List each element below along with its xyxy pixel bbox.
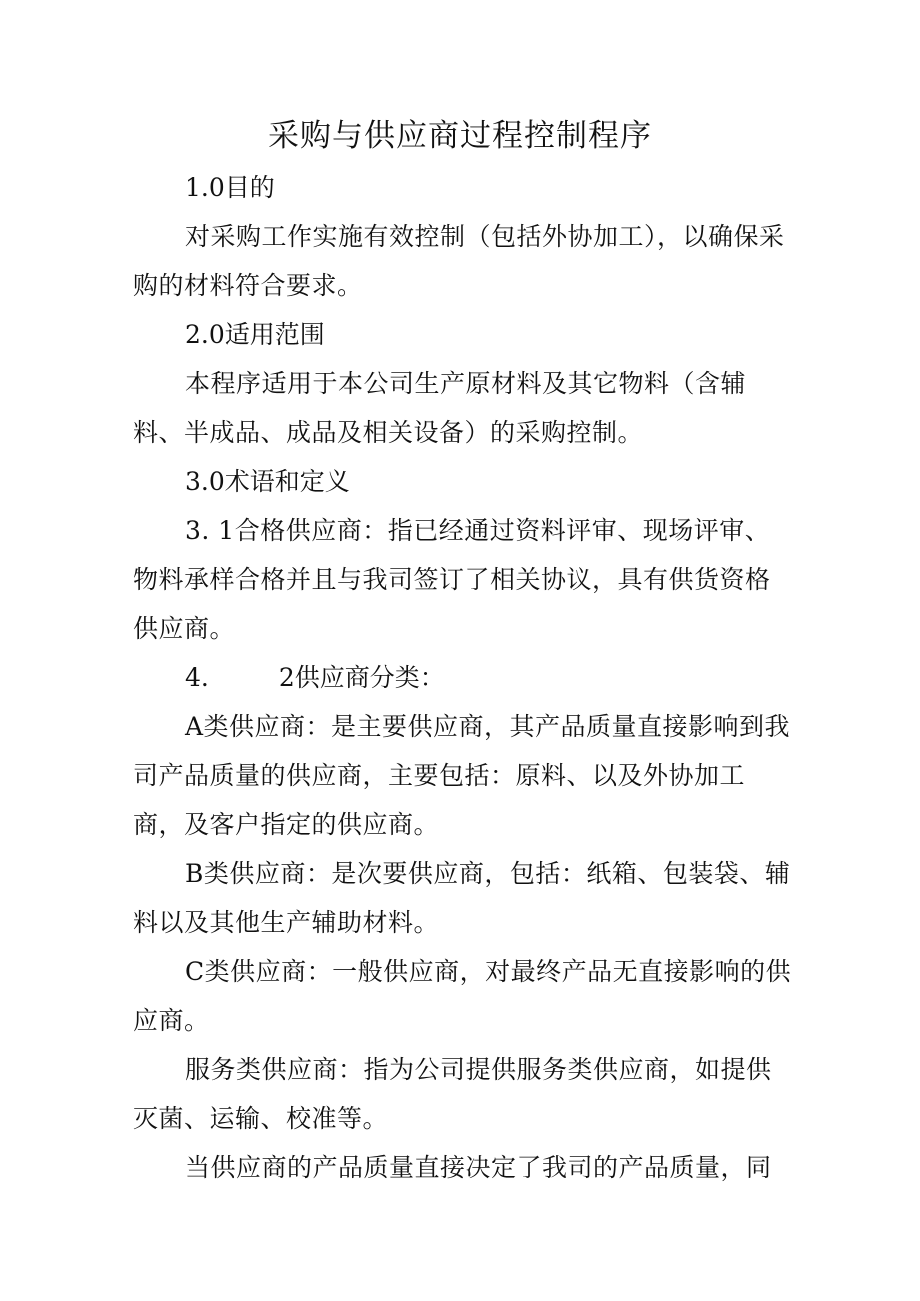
- section-heading-classification: [133, 653, 793, 702]
- paragraph-class-c: C类供应商：一般供应商，对最终产品无直接影响的供应商。: [133, 957, 792, 1035]
- section-heading-text: 2供应商分类：: [278, 663, 445, 692]
- section-heading-purpose: 1.0目的: [185, 173, 275, 202]
- paragraph-purpose: 对采购工作实施有效控制（包括外协加工），以确保采购的材料符合要求。: [133, 222, 785, 300]
- paragraph-service: 服务类供应商：指为公司提供服务类供应商，如提供灭菌、运输、校准等。: [133, 1055, 772, 1133]
- section-heading-scope: 2.0适用范围: [185, 320, 325, 349]
- section-number: 4.: [185, 663, 209, 692]
- document-body: [133, 163, 793, 1192]
- paragraph-class-b: B类供应商：是次要供应商，包括：纸箱、包装袋、辅料以及其他生产辅助材料。: [133, 859, 791, 937]
- paragraph-continued: 当供应商的产品质量直接决定了我司的产品质量，同: [185, 1153, 772, 1182]
- document-title: 采购与供应商过程控制程序: [268, 118, 652, 154]
- paragraph-scope: 本程序适用于本公司生产原材料及其它物料（含辅料、半成品、成品及相关设备）的采购控制。: [133, 369, 747, 447]
- paragraph-class-a: A类供应商：是主要供应商，其产品质量直接影响到我司产品质量的供应商，主要包括：原料、以及外协加工商，及客户指定的供应商。: [133, 712, 791, 839]
- section-heading-terms: 3.0术语和定义: [185, 467, 350, 496]
- paragraph-qualified-supplier: 3. 1合格供应商：指已经通过资料评审、现场评审、物料承样合格并且与我司签订了相关协议，具有供货资格供应商。: [133, 516, 771, 643]
